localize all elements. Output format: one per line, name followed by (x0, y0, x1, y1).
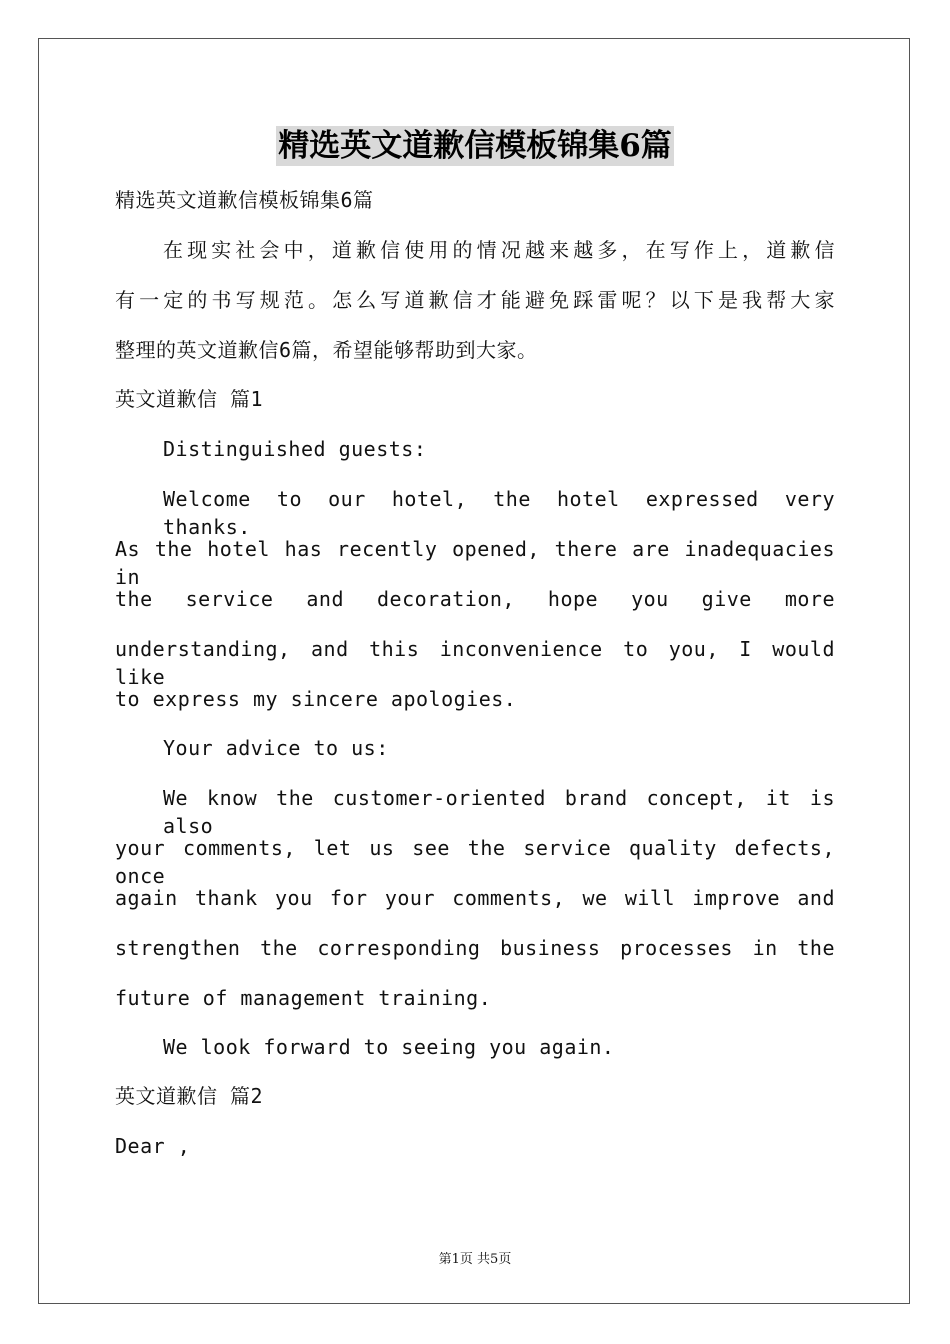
subtitle-line: 精选英文道歉信模板锦集6篇 (115, 188, 374, 212)
document-title: 精选英文道歉信模板锦集6篇 (278, 128, 672, 164)
body-line-4: understanding, and this inconvenience to you, I would like (115, 637, 835, 689)
section-heading-1: 英文道歉信 篇1 (115, 387, 264, 411)
intro-line-2: 有一定的书写规范。怎么写道歉信才能避免踩雷呢？以下是我帮大家 (115, 288, 835, 312)
body-line-3: the service and decoration, hope you give more (115, 587, 835, 611)
body-line-7: your comments, let us see the service quality defects, once (115, 836, 835, 888)
body-line-10: future of management training. (115, 986, 492, 1010)
intro-line-3: 整理的英文道歉信6篇，希望能够帮助到大家。 (115, 338, 538, 362)
section-heading-2: 英文道歉信 篇2 (115, 1084, 264, 1108)
body-line-2: As the hotel has recently opened, there are inadequacies in (115, 537, 835, 589)
body-line-8: again thank you for your comments, we will improve and (115, 886, 835, 910)
body-line-6: We know the customer-oriented brand concept, it is also (163, 786, 835, 838)
body-line-5: to express my sincere apologies. (115, 687, 517, 711)
body-line-1: Welcome to our hotel, the hotel expressed very thanks. (163, 487, 835, 539)
body-line-9: strengthen the corresponding business processes in the (115, 936, 835, 960)
salutation-line: Distinguished guests: (163, 437, 427, 461)
intro-line-1: 在现实社会中，道歉信使用的情况越来越多，在写作上，道歉信 (163, 238, 835, 262)
dear-line: Dear , (115, 1134, 191, 1158)
advice-line: Your advice to us: (163, 736, 389, 760)
closing-line: We look forward to seeing you again. (163, 1035, 615, 1059)
page-footer: 第1页 共5页 (438, 1252, 512, 1267)
title-container (0, 126, 950, 166)
